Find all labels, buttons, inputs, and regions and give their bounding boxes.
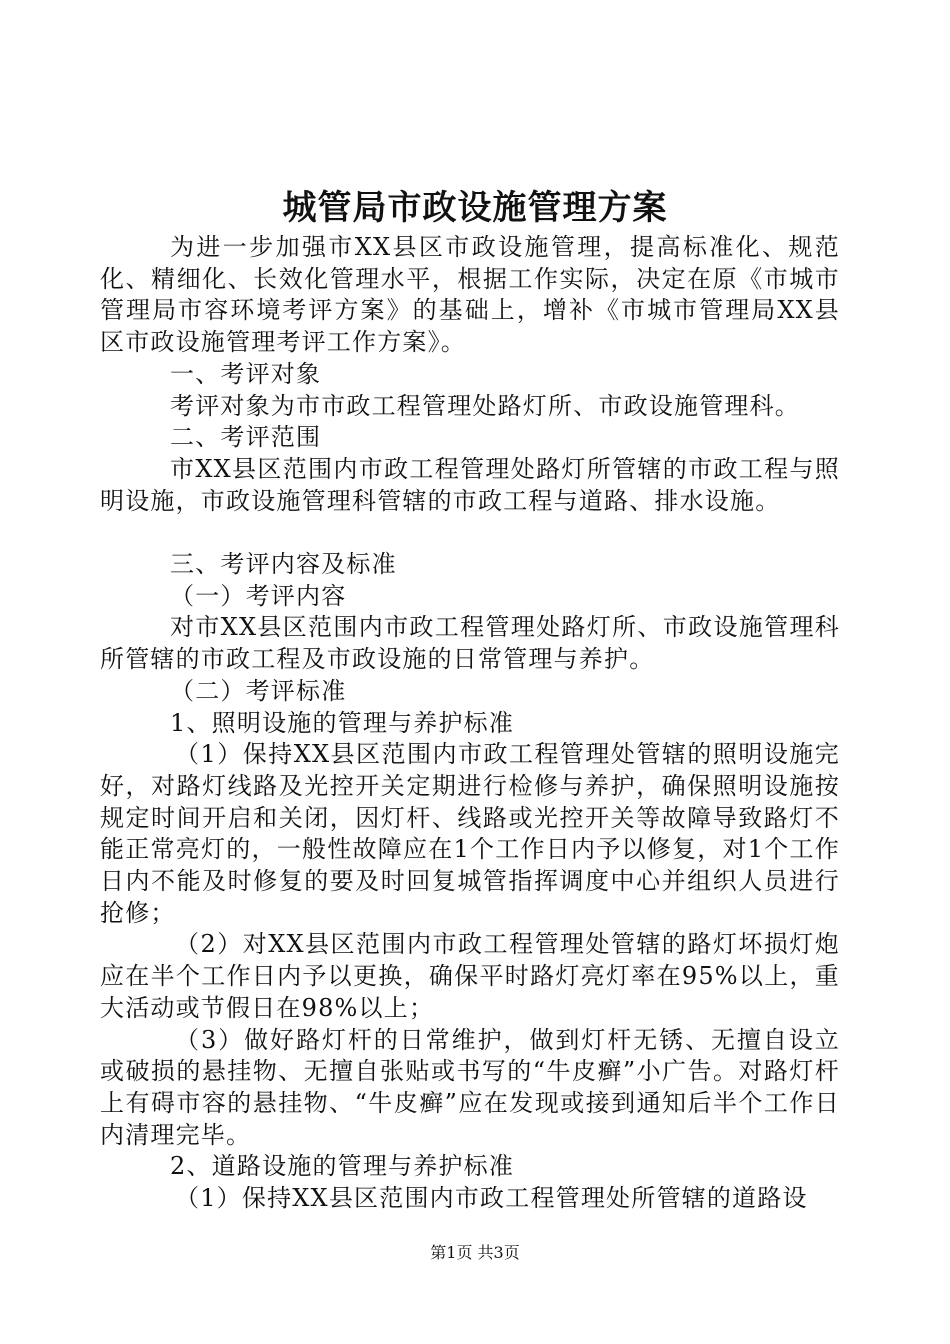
- subsection-1-text: 对市XX县区范围内市政工程管理处路灯所、市政设施管理科所管辖的市政工程及市政设施的日常管理与养护。: [100, 613, 840, 674]
- section-1-text: 考评对象为市市政工程管理处路灯所、市政设施管理科。: [170, 391, 800, 420]
- document-body: [100, 232, 840, 1215]
- item-heading-1: 1、照明设施的管理与养护标准: [170, 708, 515, 737]
- document-title: 城管局市政设施管理方案: [282, 188, 668, 228]
- section-2-text: 市XX县区范围内市政工程管理处路灯所管辖的市政工程与照明设施，市政设施管理科管辖的市政工程与道路、排水设施。: [100, 454, 840, 515]
- subsection-heading-2: （二）考评标准: [170, 676, 347, 705]
- item-2-1-text: （1）保持XX县区范围内市政工程管理处所管辖的道路设: [175, 1184, 808, 1213]
- subsection-heading-1: （一）考评内容: [170, 581, 347, 610]
- item-1-1-text: （1）保持XX县区范围内市政工程管理处管辖的照明设施完好，对路灯线路及光控开关定期进行检修与养护，确保照明设施按规定时间开启和关闭，因灯杆、线路或光控开关等故障导致路灯不能正常亮灯的，一般性故障应在1个工作日内予以修复，对1个工作日内不能及时修复的要及时回复城管指挥调度中心并组织人员进行抢修；: [100, 740, 840, 927]
- item-1-2-text: （2）对XX县区范围内市政工程管理处管辖的路灯坏损灯炮应在半个工作日内予以更换，确保平时路灯亮灯率在95%以上，重大活动或节假日在98%以上；: [100, 930, 840, 1022]
- section-heading-3: 三、考评内容及标准: [170, 550, 397, 579]
- item-heading-2: 2、道路设施的管理与养护标准: [170, 1152, 515, 1181]
- section-heading-2: 二、考评范围: [170, 423, 322, 452]
- item-1-3-text: （3）做好路灯杆的日常维护，做到灯杆无锈、无擅自设立或破损的悬挂物、无擅自张贴或书写的“牛皮癣”小广告。对路灯杆上有碍市容的悬挂物、“牛皮癣”应在发现或接到通知后半个工作日内清理完毕。: [100, 1025, 840, 1149]
- page-number: 第1页 共3页: [430, 1243, 520, 1262]
- section-heading-1: 一、考评对象: [170, 359, 322, 388]
- intro-paragraph: 为进一步加强市XX县区市政设施管理，提高标准化、规范化、精细化、长效化管理水平，根据工作实际，决定在原《市城市管理局市容环境考评方案》的基础上，增补《市城市管理局XX县区市政设施管理考评工作方案》。: [100, 233, 840, 357]
- paragraph-gap: [100, 517, 840, 549]
